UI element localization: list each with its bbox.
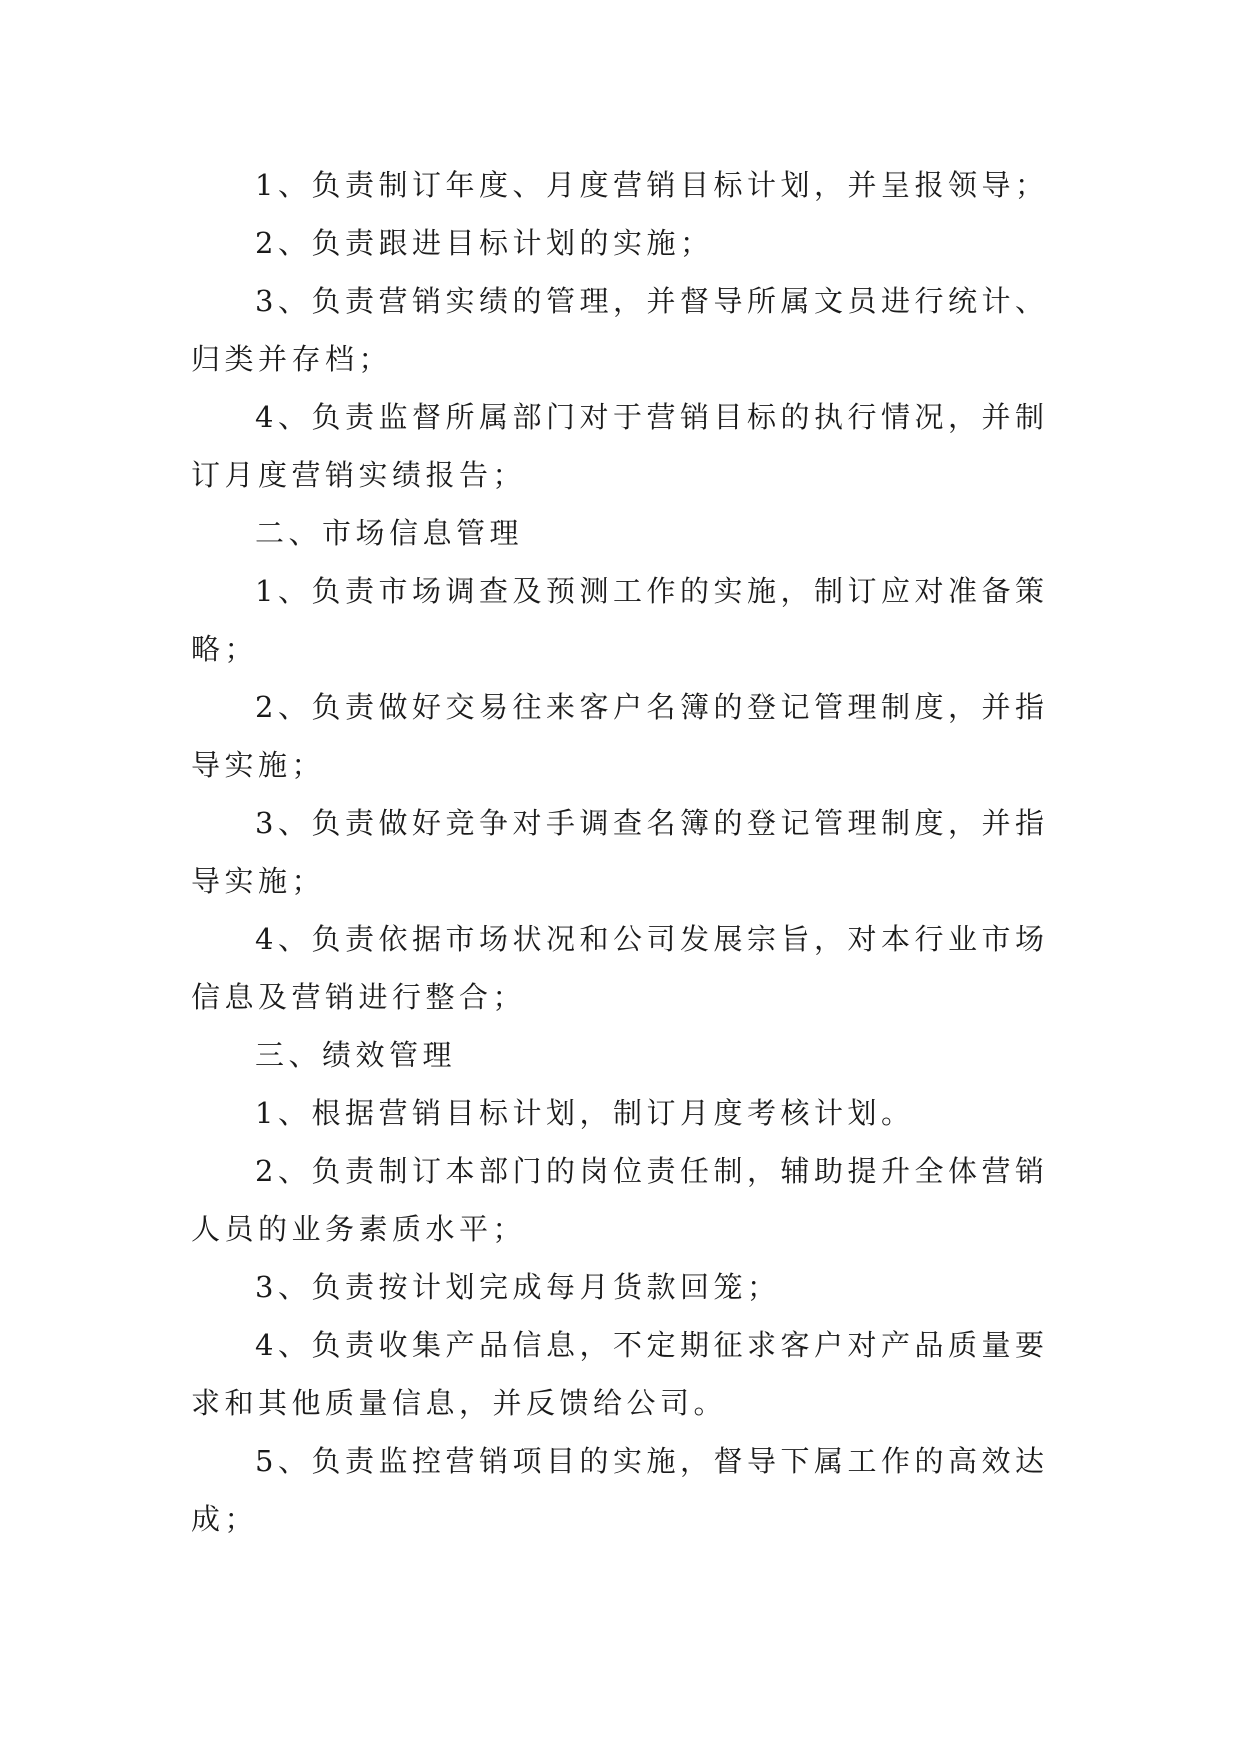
paragraph-4: 4、负责监督所属部门对于营销目标的执行情况，并制订月度营销实绩报告；: [191, 400, 1049, 492]
paragraph-13: 5、负责监控营销项目的实施，督导下属工作的高效达成；: [191, 1444, 1049, 1536]
section-heading-market-info: 二、市场信息管理: [255, 516, 524, 550]
paragraph-8: 4、负责依据市场状况和公司发展宗旨，对本行业市场信息及营销进行整合；: [191, 922, 1049, 1014]
paragraph-11: 3、负责按计划完成每月货款回笼；: [255, 1270, 781, 1304]
paragraph-9: 1、根据营销目标计划，制订月度考核计划。: [255, 1096, 915, 1130]
paragraph-7: 3、负责做好竞争对手调查名簿的登记管理制度，并指导实施；: [191, 806, 1049, 898]
paragraph-1: 1、负责制订年度、月度营销目标计划，并呈报领导；: [255, 168, 1049, 202]
paragraph-6: 2、负责做好交易往来客户名簿的登记管理制度，并指导实施；: [191, 690, 1049, 782]
paragraph-3: 3、负责营销实绩的管理，并督导所属文员进行统计、归类并存档；: [191, 284, 1049, 376]
paragraph-5: 1、负责市场调查及预测工作的实施，制订应对准备策略；: [191, 574, 1049, 666]
document-body: [191, 156, 1051, 1548]
section-heading-performance: 三、绩效管理: [255, 1038, 457, 1072]
paragraph-12: 4、负责收集产品信息，不定期征求客户对产品质量要求和其他质量信息，并反馈给公司。: [191, 1328, 1049, 1420]
paragraph-2: 2、负责跟进目标计划的实施；: [255, 226, 714, 260]
paragraph-10: 2、负责制订本部门的岗位责任制，辅助提升全体营销人员的业务素质水平；: [191, 1154, 1049, 1246]
